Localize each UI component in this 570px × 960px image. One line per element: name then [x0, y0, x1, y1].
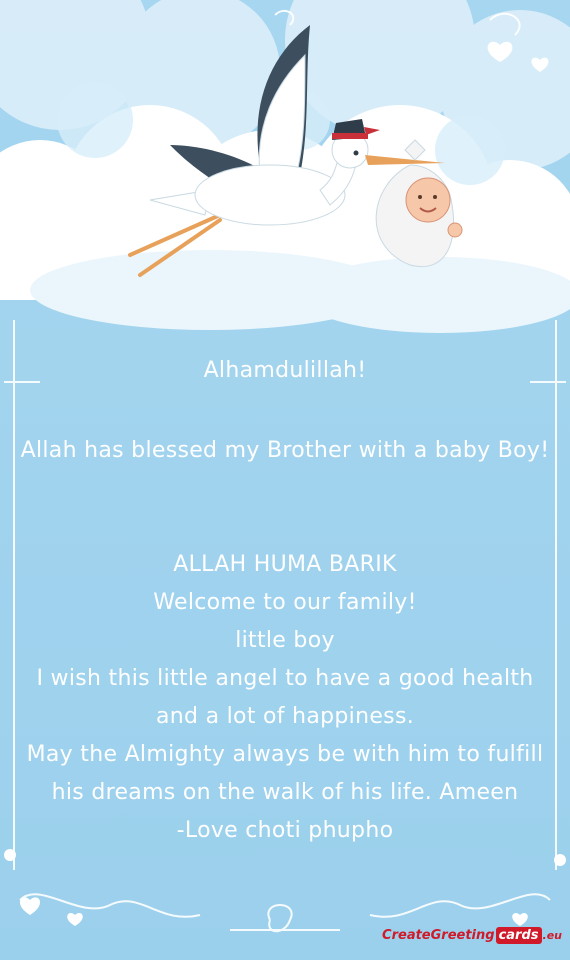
greeting-line-2: Allah has blessed my Brother with a baby Boy!: [20, 438, 550, 463]
greeting-line-6: I wish this little angel to have a good health: [36, 666, 534, 691]
message-block-main: [20, 546, 550, 850]
message-block-top: [20, 352, 550, 390]
brand-text-main: CreateGreeting: [382, 927, 495, 943]
brand-text-domain: .eu: [542, 928, 562, 942]
greeting-line-4: Welcome to our family!: [153, 590, 417, 615]
greeting-line-1: Alhamdulillah!: [203, 358, 367, 383]
brand-text-badge: cards: [496, 927, 542, 944]
greeting-line-8: May the Almighty always be with him to fulfill: [26, 742, 544, 767]
greeting-line-9: his dreams on the walk of his life. Ameen: [51, 780, 519, 805]
stork-illustration: [110, 15, 480, 285]
message-block-blessing: [20, 432, 550, 470]
brand-watermark[interactable]: [382, 918, 562, 952]
greeting-line-7: and a lot of happiness.: [155, 704, 414, 729]
signature-line: -Love choti phupho: [176, 818, 394, 843]
greeting-line-3: ALLAH HUMA BARIK: [173, 552, 397, 577]
greeting-line-5: little boy: [235, 628, 335, 653]
